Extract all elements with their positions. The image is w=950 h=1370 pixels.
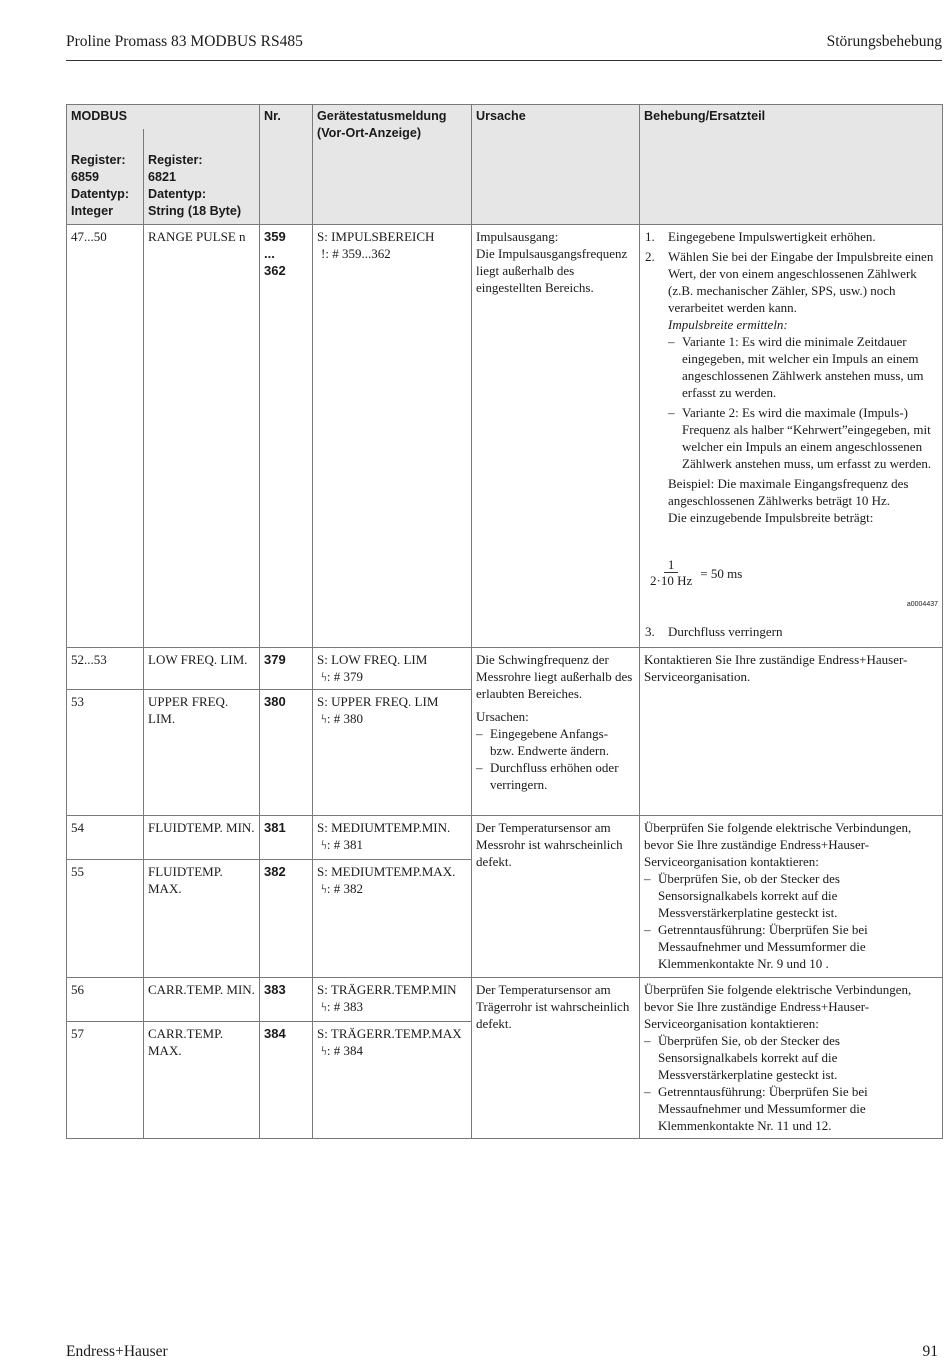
nr-cell: 379	[260, 648, 313, 690]
table-row	[67, 978, 943, 1022]
status-cell: S: TRÄGERR.TEMP.MAX ϟ: # 384	[313, 1022, 472, 1139]
register-cell: 47...50	[67, 225, 144, 648]
code-cell: LOW FREQ. LIM.	[144, 648, 260, 690]
col-remedy: Behebung/Ersatzteil	[640, 105, 943, 225]
col-status: Gerätestatusmeldung (Vor-Ort-Anzeige)	[313, 105, 472, 225]
col-register-6859: Register: 6859 Datentyp: Integer	[67, 129, 144, 225]
status-cell: S: MEDIUMTEMP.MAX. ϟ: # 382	[313, 860, 472, 978]
remedy-cell: Überprüfen Sie folgende elektrische Verbindungen, bevor Sie Ihre zuständige Endress+Hauser-Serviceorganisation kontaktieren: – Überprüfen Sie, ob der Stecker des Sensorsignalkabels korrekt auf die Messverstärkerplatine gesteckt ist. – Getrenntausführung: Überprüfen Sie bei Messaufnehmer und Messumformer die Klemmenkontakte Nr. 11 und 12.	[640, 978, 943, 1139]
remedy-step: 1. Eingegebene Impulswertigkeit erhöhen.	[645, 229, 876, 244]
remedy-cell: Kontaktieren Sie Ihre zuständige Endress+Hauser-Serviceorganisation.	[640, 648, 943, 816]
status-cell: S: UPPER FREQ. LIM ϟ: # 380	[313, 690, 472, 816]
status-cell: S: IMPULSBEREICH !: # 359...362	[313, 225, 472, 648]
register-cell: 54	[67, 816, 144, 860]
status-cell: S: LOW FREQ. LIM ϟ: # 379	[313, 648, 472, 690]
table-row	[67, 225, 943, 648]
document-title: Proline Promass 83 MODBUS RS485	[66, 33, 303, 50]
remedy-cell: Überprüfen Sie folgende elektrische Verbindungen, bevor Sie Ihre zuständige Endress+Hauser-Serviceorganisation kontaktieren: – Überprüfen Sie, ob der Stecker des Sensorsignalkabels korrekt auf die Messverstärkerplatine gesteckt ist. – Getrenntausführung: Überprüfen Sie bei Messaufnehmer und Messumformer die Klemmenkontakte Nr. 9 und 10 .	[640, 816, 943, 978]
footer-brand: Endress+Hauser	[66, 1343, 168, 1360]
col-nr: Nr.	[260, 105, 313, 225]
code-cell: UPPER FREQ. LIM.	[144, 690, 260, 816]
code-cell: CARR.TEMP. MIN.	[144, 978, 260, 1022]
remedy-cell	[640, 225, 943, 648]
code-cell: RANGE PULSE n	[144, 225, 260, 648]
nr-cell: 384	[260, 1022, 313, 1139]
page-number: 91	[922, 1343, 938, 1360]
col-cause: Ursache	[472, 105, 640, 225]
pulse-width-formula: $\frac{1}{2\cdot 10 Hz}$ = 50 ms	[650, 557, 743, 588]
register-cell: 53	[67, 690, 144, 816]
table-header-row	[67, 105, 943, 130]
remedy-steps	[644, 228, 938, 526]
remedy-step: 3. Durchfluss verringern	[645, 624, 783, 639]
variant-list	[668, 333, 938, 472]
cause-item: – Eingegebene Anfangs- bzw. Endwerte ändern.	[476, 725, 635, 759]
cause-cell: Die Schwingfrequenz der Messrohre liegt außerhalb des erlaubten Bereiches. Ursachen: – Eingegebene Anfangs- bzw. Endwerte ändern. – Durchfluss erhöhen oder verringern.	[472, 648, 640, 816]
variant-item: – Variante 2: Es wird die maximale (Impuls-) Frequenz als halber “Kehrwert”eingegeben, mit welcher ein Impuls an einem angeschlossenen Zählwerk anstehen muss, um erfasst zu werden.	[668, 404, 938, 472]
cause-item: – Durchfluss erhöhen oder verringern.	[476, 759, 635, 793]
code-cell: FLUIDTEMP. MIN.	[144, 816, 260, 860]
check-item: – Getrenntausführung: Überprüfen Sie bei Messaufnehmer und Messumformer die Klemmenkontakte Nr. 11 und 12.	[644, 1083, 938, 1134]
register-cell: 52...53	[67, 648, 144, 690]
section-title: Störungsbehebung	[826, 33, 942, 50]
figure-code: a0004437	[906, 601, 939, 608]
check-item: – Getrenntausführung: Überprüfen Sie bei Messaufnehmer und Messumformer die Klemmenkontakte Nr. 9 und 10 .	[644, 921, 938, 972]
nr-cell: 380	[260, 690, 313, 816]
check-item: – Überprüfen Sie, ob der Stecker des Sensorsignalkabels korrekt auf die Messverstärkerplatine gesteckt ist.	[644, 870, 938, 921]
cause-cell: Impulsausgang: Die Impulsausgangsfrequenz liegt außerhalb des eingestellten Bereichs.	[472, 225, 640, 648]
example-text: Beispiel: Die maximale Eingangsfrequenz des angeschlossenen Zählwerks beträgt 10 Hz.	[668, 476, 909, 508]
register-cell: 57	[67, 1022, 144, 1139]
remedy-step: 2. Wählen Sie bei der Eingabe der Impulsbreite einen Wert, der von einem angeschlossenen Zählwerk (z.B. mechanischer Zähler, SPS, usw.) noch verarbeitet werden kann. Impulsbreite ermitteln: – Variante 1: Es wird die minimale Zeitdauer eingegeben, mit welcher ein Impuls an einem angeschlossenen Zählwerk anstehen muss, um erfasst zu werden. – Variante 2: Es wird die maximale (Impuls-) Frequenz als halber “Kehrwert”eingegeben, mit welcher ein Impuls an einem angeschlossenen Zählwerk anstehen muss, um erfasst zu werden. Beispiel: Die maximale Eingangsfrequenz des angeschlossenen Zählwerks beträgt 10 Hz. Die einzugebende Impulsbreite beträgt:	[644, 248, 938, 526]
table-row	[67, 648, 943, 690]
error-table	[66, 104, 943, 1139]
register-cell: 56	[67, 978, 144, 1022]
nr-cell: 382	[260, 860, 313, 978]
check-item: – Überprüfen Sie, ob der Stecker des Sensorsignalkabels korrekt auf die Messverstärkerplatine gesteckt ist.	[644, 1032, 938, 1083]
example-text: Die einzugebende Impulsbreite beträgt:	[668, 510, 874, 525]
status-cell: S: TRÄGERR.TEMP.MIN ϟ: # 383	[313, 978, 472, 1022]
register-cell: 55	[67, 860, 144, 978]
nr-cell: 383	[260, 978, 313, 1022]
header-rule	[66, 60, 942, 61]
code-cell: FLUIDTEMP. MAX.	[144, 860, 260, 978]
code-cell: CARR.TEMP. MAX.	[144, 1022, 260, 1139]
cause-cell: Der Temperatursensor am Messrohr ist wahrscheinlich defekt.	[472, 816, 640, 978]
variant-item: – Variante 1: Es wird die minimale Zeitdauer eingegeben, mit welcher ein Impuls an einem angeschlossenen Zählwerk anstehen muss, um erfasst zu werden.	[668, 333, 938, 401]
pulse-width-heading: Impulsbreite ermitteln:	[668, 317, 788, 332]
nr-cell: 359 ... 362	[260, 225, 313, 648]
col-modbus: MODBUS	[67, 105, 260, 130]
nr-cell: 381	[260, 816, 313, 860]
col-register-6821: Register: 6821 Datentyp: String (18 Byte)	[144, 129, 260, 225]
table-row	[67, 816, 943, 860]
status-cell: S: MEDIUMTEMP.MIN. ϟ: # 381	[313, 816, 472, 860]
cause-cell: Der Temperatursensor am Trägerrohr ist wahrscheinlich defekt.	[472, 978, 640, 1139]
